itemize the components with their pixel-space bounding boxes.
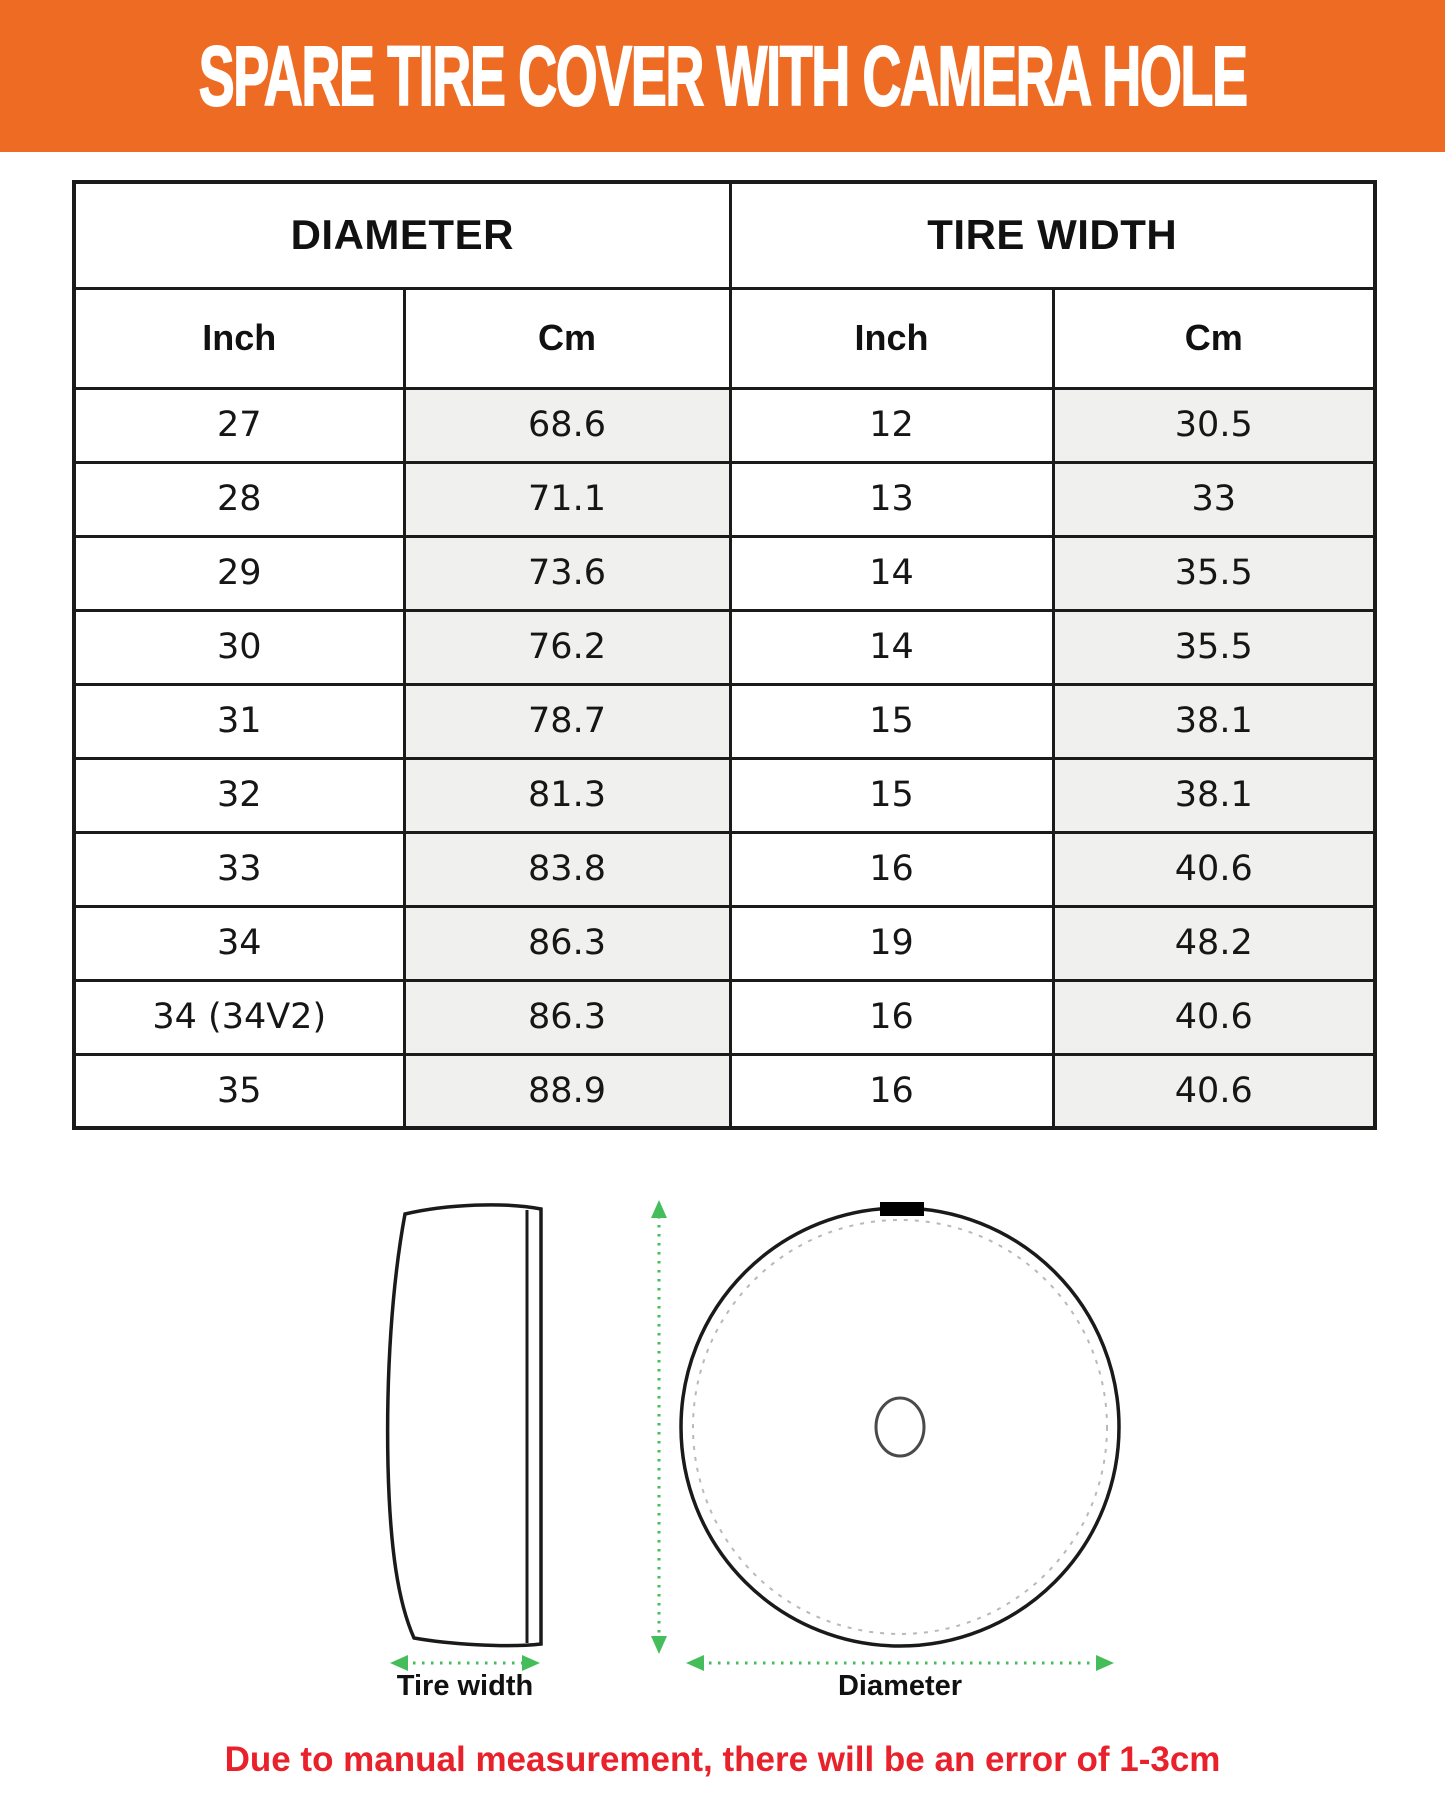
table-cell: 48.2 xyxy=(1053,906,1375,980)
group-header-row xyxy=(74,182,1375,288)
table-row xyxy=(74,610,1375,684)
top-tab-marker xyxy=(880,1202,924,1216)
tire-width-arrow xyxy=(390,1655,540,1671)
table-cell: 14 xyxy=(730,610,1053,684)
table-row xyxy=(74,1054,1375,1128)
table-row xyxy=(74,684,1375,758)
diameter-arrow xyxy=(686,1655,1114,1671)
table-cell: 30.5 xyxy=(1053,388,1375,462)
table-row xyxy=(74,388,1375,462)
diameter-group-header: DIAMETER xyxy=(74,182,730,288)
table-cell: 34 xyxy=(74,906,404,980)
column-header-row xyxy=(74,288,1375,388)
table-row xyxy=(74,758,1375,832)
table-cell: 13 xyxy=(730,462,1053,536)
table-row xyxy=(74,906,1375,980)
table-cell: 40.6 xyxy=(1053,1054,1375,1128)
table-cell: 30 xyxy=(74,610,404,684)
table-cell: 86.3 xyxy=(404,906,730,980)
table-cell: 38.1 xyxy=(1053,684,1375,758)
title-banner xyxy=(0,0,1445,152)
tire-side-view-drawing xyxy=(388,1205,541,1646)
table-cell: 71.1 xyxy=(404,462,730,536)
table-cell: 40.6 xyxy=(1053,980,1375,1054)
col-header-width-cm: Cm xyxy=(1053,288,1375,388)
table-cell: 16 xyxy=(730,980,1053,1054)
table-cell: 35.5 xyxy=(1053,610,1375,684)
size-table xyxy=(72,180,1377,1130)
table-cell: 15 xyxy=(730,758,1053,832)
table-cell: 78.7 xyxy=(404,684,730,758)
tire-front-view-drawing xyxy=(681,1202,1119,1646)
table-cell: 16 xyxy=(730,1054,1053,1128)
table-cell: 73.6 xyxy=(404,536,730,610)
table-cell: 28 xyxy=(74,462,404,536)
table-cell: 12 xyxy=(730,388,1053,462)
table-cell: 40.6 xyxy=(1053,832,1375,906)
table-row xyxy=(74,832,1375,906)
table-cell: 32 xyxy=(74,758,404,832)
tire-diagram xyxy=(0,1150,1445,1710)
tire-width-group-header: TIRE WIDTH xyxy=(730,182,1375,288)
col-header-diameter-inch: Inch xyxy=(74,288,404,388)
table-cell: 31 xyxy=(74,684,404,758)
col-header-diameter-cm: Cm xyxy=(404,288,730,388)
table-cell: 34 (34V2) xyxy=(74,980,404,1054)
table-row xyxy=(74,462,1375,536)
table-cell: 76.2 xyxy=(404,610,730,684)
measurement-disclaimer: Due to manual measurement, there will be an error of 1-3cm xyxy=(224,1740,1221,1779)
table-cell: 33 xyxy=(1053,462,1375,536)
col-header-width-inch: Inch xyxy=(730,288,1053,388)
table-cell: 35.5 xyxy=(1053,536,1375,610)
table-cell: 68.6 xyxy=(404,388,730,462)
table-cell: 86.3 xyxy=(404,980,730,1054)
diameter-label: Diameter xyxy=(837,1670,963,1702)
table-cell: 15 xyxy=(730,684,1053,758)
table-cell: 88.9 xyxy=(404,1054,730,1128)
table-cell: 16 xyxy=(730,832,1053,906)
diameter-vertical-arrow xyxy=(651,1200,667,1654)
camera-hole xyxy=(876,1398,924,1456)
table-cell: 19 xyxy=(730,906,1053,980)
page-title: SPARE TIRE COVER WITH CAMERA HOLE xyxy=(198,28,1247,123)
table-row xyxy=(74,980,1375,1054)
table-cell: 27 xyxy=(74,388,404,462)
table-row xyxy=(74,536,1375,610)
table-cell: 81.3 xyxy=(404,758,730,832)
table-cell: 14 xyxy=(730,536,1053,610)
table-cell: 35 xyxy=(74,1054,404,1128)
table-cell: 38.1 xyxy=(1053,758,1375,832)
table-cell: 29 xyxy=(74,536,404,610)
table-cell: 33 xyxy=(74,832,404,906)
tire-width-label: Tire width xyxy=(396,1670,534,1702)
table-cell: 83.8 xyxy=(404,832,730,906)
